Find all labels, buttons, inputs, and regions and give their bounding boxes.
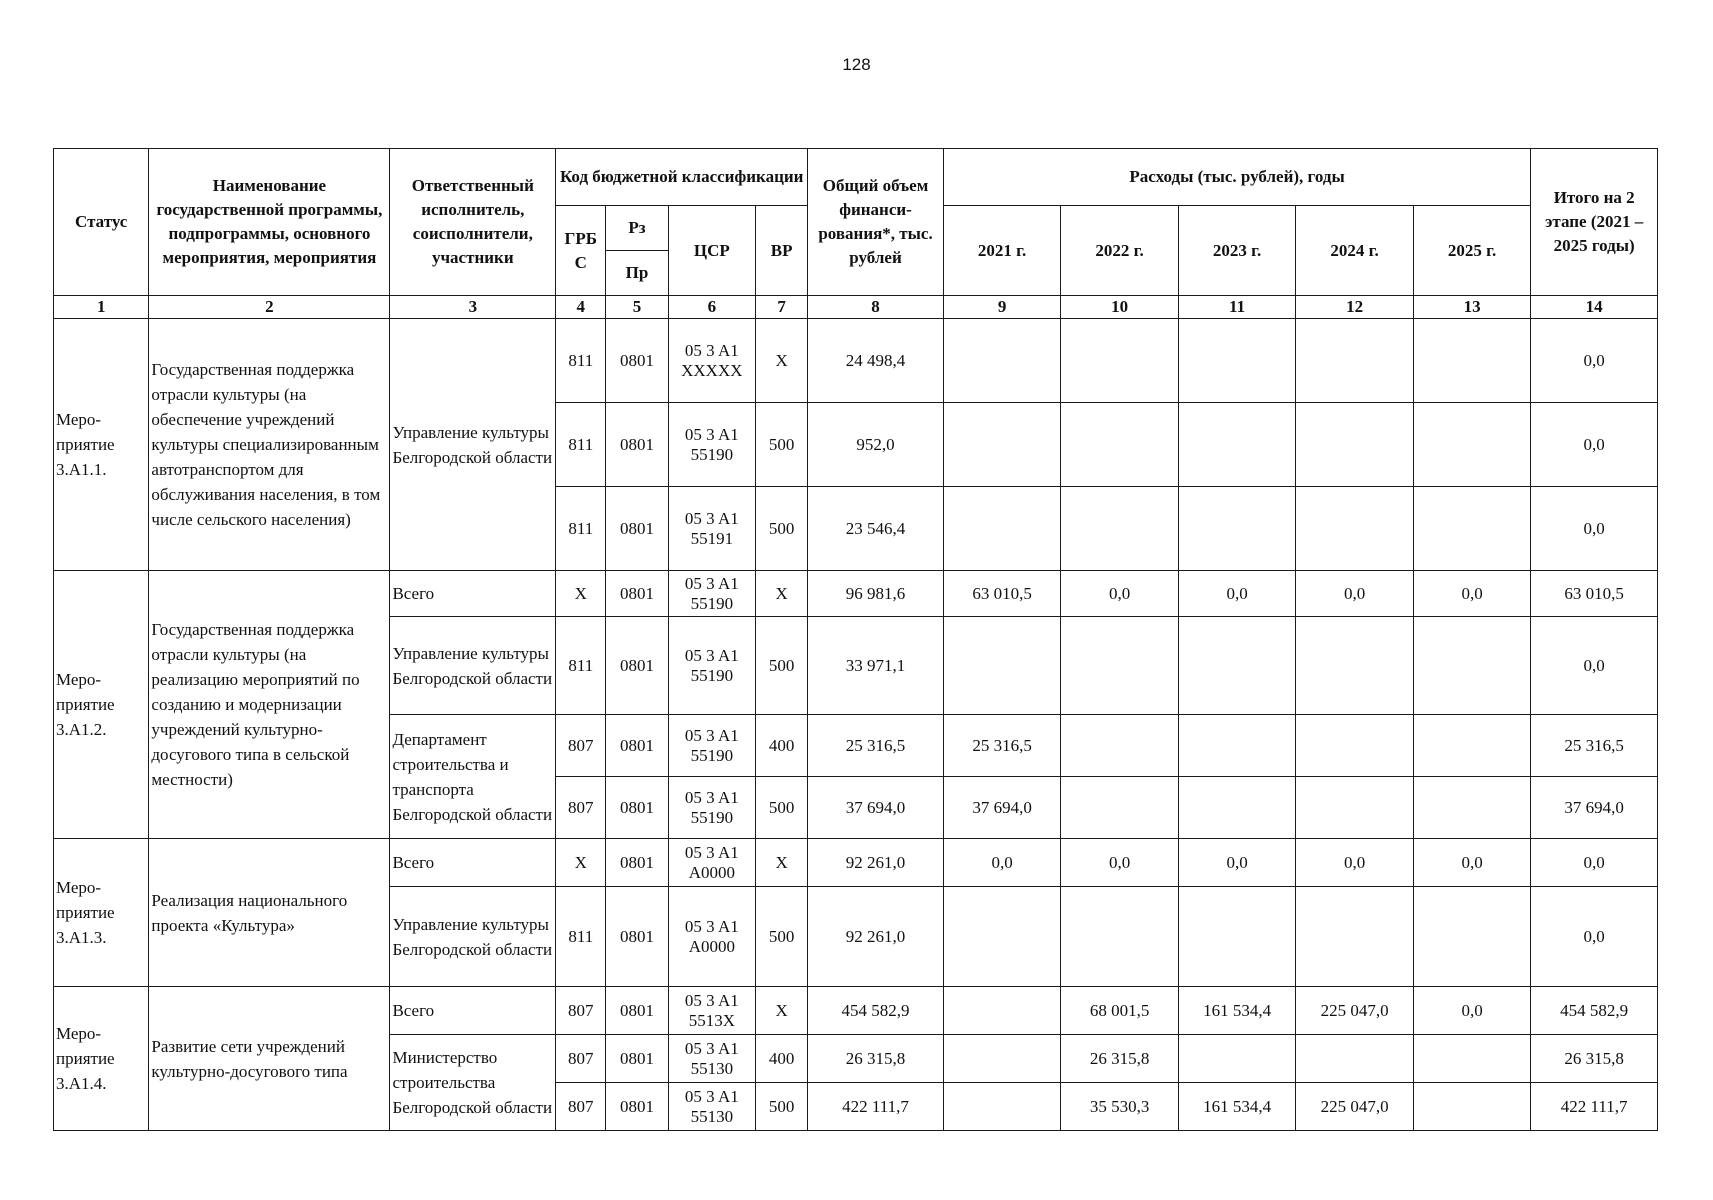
column-number: 14: [1531, 296, 1658, 319]
grbs-cell: 807: [556, 987, 606, 1035]
responsible-cell: Всего: [390, 987, 556, 1035]
csr-cell: 05 3 A1 5513X: [668, 987, 755, 1035]
y2023-cell: [1178, 1035, 1296, 1083]
responsible-cell: Всего: [390, 839, 556, 887]
csr-cell: 05 3 A1 XXXXX: [668, 319, 755, 403]
name-cell: Государственная поддержка отрасли культуры (на обеспечение учреждений культуры специализированным автотранспортом для обслуживания населения, в том числе сельского населения): [149, 319, 390, 571]
grbs-cell: 807: [556, 1035, 606, 1083]
stage-total-cell: 454 582,9: [1531, 987, 1658, 1035]
column-number: 3: [390, 296, 556, 319]
vr-cell: 400: [756, 715, 808, 777]
column-number: 8: [808, 296, 944, 319]
csr-cell: 05 3 A1 A0000: [668, 887, 755, 987]
header-name: Наименование государственной программы, подпрограммы, основного мероприятия, мероприятия: [149, 149, 390, 296]
y2023-cell: [1178, 887, 1296, 987]
total-cell: 422 111,7: [808, 1083, 944, 1131]
y2025-cell: [1413, 319, 1531, 403]
csr-cell: 05 3 A1 55190: [668, 403, 755, 487]
header-pr: Пр: [606, 251, 668, 296]
column-number: 9: [943, 296, 1061, 319]
total-cell: 33 971,1: [808, 617, 944, 715]
y2024-cell: [1296, 715, 1414, 777]
y2024-cell: [1296, 403, 1414, 487]
column-number: 12: [1296, 296, 1414, 319]
rz-cell: 0801: [606, 839, 668, 887]
rz-cell: 0801: [606, 487, 668, 571]
vr-cell: 500: [756, 617, 808, 715]
y2025-cell: 0,0: [1413, 571, 1531, 617]
rz-cell: 0801: [606, 777, 668, 839]
responsible-cell: Министерство строительства Белгородской области: [390, 1035, 556, 1131]
column-number: 13: [1413, 296, 1531, 319]
table-row: [54, 839, 1658, 887]
header-year-2025: 2025 г.: [1413, 206, 1531, 296]
stage-total-cell: 0,0: [1531, 319, 1658, 403]
y2022-cell: [1061, 487, 1179, 571]
column-number: 10: [1061, 296, 1179, 319]
total-cell: 25 316,5: [808, 715, 944, 777]
header-year-2021: 2021 г.: [943, 206, 1061, 296]
y2023-cell: [1178, 487, 1296, 571]
y2021-cell: 37 694,0: [943, 777, 1061, 839]
y2022-cell: [1061, 777, 1179, 839]
y2025-cell: [1413, 1035, 1531, 1083]
vr-cell: X: [756, 571, 808, 617]
y2022-cell: 0,0: [1061, 839, 1179, 887]
grbs-cell: 811: [556, 617, 606, 715]
y2021-cell: [943, 1083, 1061, 1131]
stage-total-cell: 25 316,5: [1531, 715, 1658, 777]
rz-cell: 0801: [606, 1083, 668, 1131]
responsible-cell: Управление культуры Белгородской области: [390, 617, 556, 715]
vr-cell: X: [756, 839, 808, 887]
y2021-cell: [943, 487, 1061, 571]
y2023-cell: [1178, 319, 1296, 403]
y2021-cell: 25 316,5: [943, 715, 1061, 777]
rz-cell: 0801: [606, 617, 668, 715]
stage-total-cell: 26 315,8: [1531, 1035, 1658, 1083]
total-cell: 23 546,4: [808, 487, 944, 571]
total-cell: 952,0: [808, 403, 944, 487]
column-number: 11: [1178, 296, 1296, 319]
stage-total-cell: 0,0: [1531, 839, 1658, 887]
grbs-cell: 811: [556, 887, 606, 987]
y2025-cell: [1413, 777, 1531, 839]
y2025-cell: [1413, 887, 1531, 987]
y2022-cell: 68 001,5: [1061, 987, 1179, 1035]
y2022-cell: [1061, 887, 1179, 987]
total-cell: 24 498,4: [808, 319, 944, 403]
csr-cell: 05 3 A1 55190: [668, 715, 755, 777]
grbs-cell: 807: [556, 1083, 606, 1131]
responsible-cell: Департамент строительства и транспорта Белгородской области: [390, 715, 556, 839]
y2023-cell: [1178, 777, 1296, 839]
column-number: 6: [668, 296, 755, 319]
rz-cell: 0801: [606, 987, 668, 1035]
header-expenses: Расходы (тыс. рублей), годы: [943, 149, 1531, 206]
stage-total-cell: 63 010,5: [1531, 571, 1658, 617]
responsible-cell: Управление культуры Белгородской области: [390, 887, 556, 987]
y2025-cell: [1413, 487, 1531, 571]
grbs-cell: 807: [556, 777, 606, 839]
column-number: 7: [756, 296, 808, 319]
budget-table: [53, 148, 1658, 1131]
y2024-cell: [1296, 1035, 1414, 1083]
table-row: [54, 571, 1658, 617]
y2022-cell: 35 530,3: [1061, 1083, 1179, 1131]
grbs-cell: 811: [556, 403, 606, 487]
name-cell: Развитие сети учреждений культурно-досугового типа: [149, 987, 390, 1131]
y2021-cell: [943, 987, 1061, 1035]
rz-cell: 0801: [606, 319, 668, 403]
vr-cell: 500: [756, 403, 808, 487]
y2022-cell: [1061, 715, 1179, 777]
y2024-cell: 225 047,0: [1296, 1083, 1414, 1131]
csr-cell: 05 3 A1 A0000: [668, 839, 755, 887]
table-row: [54, 987, 1658, 1035]
csr-cell: 05 3 A1 55190: [668, 777, 755, 839]
status-cell: Меро-приятие 3.А1.3.: [54, 839, 149, 987]
vr-cell: 500: [756, 777, 808, 839]
column-number: 4: [556, 296, 606, 319]
y2021-cell: [943, 1035, 1061, 1083]
stage-total-cell: 0,0: [1531, 887, 1658, 987]
grbs-cell: 811: [556, 487, 606, 571]
vr-cell: X: [756, 987, 808, 1035]
header-responsible: Ответственный исполнитель, соисполнители, участники: [390, 149, 556, 296]
header-vr: ВР: [756, 206, 808, 296]
table-row: [54, 319, 1658, 403]
header-stage-total: Итого на 2 этапе (2021 – 2025 годы): [1531, 149, 1658, 296]
header-year-2024: 2024 г.: [1296, 206, 1414, 296]
csr-cell: 05 3 A1 55130: [668, 1083, 755, 1131]
y2025-cell: [1413, 403, 1531, 487]
name-cell: Реализация национального проекта «Культура»: [149, 839, 390, 987]
y2022-cell: [1061, 617, 1179, 715]
y2025-cell: [1413, 715, 1531, 777]
column-number: 1: [54, 296, 149, 319]
y2022-cell: [1061, 319, 1179, 403]
rz-cell: 0801: [606, 1035, 668, 1083]
y2021-cell: 63 010,5: [943, 571, 1061, 617]
y2024-cell: 0,0: [1296, 839, 1414, 887]
y2024-cell: [1296, 487, 1414, 571]
y2021-cell: [943, 887, 1061, 987]
total-cell: 454 582,9: [808, 987, 944, 1035]
header-grbs: ГРБ С: [556, 206, 606, 296]
total-cell: 37 694,0: [808, 777, 944, 839]
y2021-cell: [943, 617, 1061, 715]
y2023-cell: 161 534,4: [1178, 987, 1296, 1035]
y2024-cell: 0,0: [1296, 571, 1414, 617]
responsible-cell: Всего: [390, 571, 556, 617]
y2025-cell: 0,0: [1413, 987, 1531, 1035]
grbs-cell: 807: [556, 715, 606, 777]
stage-total-cell: 422 111,7: [1531, 1083, 1658, 1131]
grbs-cell: 811: [556, 319, 606, 403]
vr-cell: 500: [756, 1083, 808, 1131]
vr-cell: 500: [756, 887, 808, 987]
y2024-cell: [1296, 777, 1414, 839]
grbs-cell: X: [556, 839, 606, 887]
column-number: 5: [606, 296, 668, 319]
y2023-cell: 0,0: [1178, 571, 1296, 617]
rz-cell: 0801: [606, 403, 668, 487]
y2021-cell: 0,0: [943, 839, 1061, 887]
stage-total-cell: 0,0: [1531, 403, 1658, 487]
status-cell: Меро-приятие 3.А1.1.: [54, 319, 149, 571]
y2023-cell: [1178, 617, 1296, 715]
header-rz: Рз: [606, 206, 668, 251]
grbs-cell: X: [556, 571, 606, 617]
y2024-cell: [1296, 319, 1414, 403]
vr-cell: 500: [756, 487, 808, 571]
header-year-2023: 2023 г.: [1178, 206, 1296, 296]
status-cell: Меро-приятие 3.А1.4.: [54, 987, 149, 1131]
header-status: Статус: [54, 149, 149, 296]
y2023-cell: [1178, 403, 1296, 487]
column-number: 2: [149, 296, 390, 319]
header-csr: ЦСР: [668, 206, 755, 296]
total-cell: 92 261,0: [808, 887, 944, 987]
header-year-2022: 2022 г.: [1061, 206, 1179, 296]
y2025-cell: [1413, 617, 1531, 715]
csr-cell: 05 3 A1 55191: [668, 487, 755, 571]
y2024-cell: 225 047,0: [1296, 987, 1414, 1035]
y2021-cell: [943, 319, 1061, 403]
responsible-cell: Управление культуры Белгородской области: [390, 319, 556, 571]
total-cell: 92 261,0: [808, 839, 944, 887]
column-number-row: [54, 296, 1658, 319]
vr-cell: X: [756, 319, 808, 403]
rz-cell: 0801: [606, 887, 668, 987]
header-budget-code: Код бюджетной классификации: [556, 149, 808, 206]
status-cell: Меро-приятие 3.А1.2.: [54, 571, 149, 839]
name-cell: Государственная поддержка отрасли культуры (на реализацию мероприятий по созданию и модернизации учреждений культурно-досугового типа в сельской местности): [149, 571, 390, 839]
y2023-cell: 0,0: [1178, 839, 1296, 887]
y2023-cell: 161 534,4: [1178, 1083, 1296, 1131]
page-number: 128: [842, 55, 871, 74]
y2022-cell: 26 315,8: [1061, 1035, 1179, 1083]
y2022-cell: 0,0: [1061, 571, 1179, 617]
csr-cell: 05 3 A1 55130: [668, 1035, 755, 1083]
y2024-cell: [1296, 887, 1414, 987]
csr-cell: 05 3 A1 55190: [668, 571, 755, 617]
vr-cell: 400: [756, 1035, 808, 1083]
header-total-volume: Общий объем финанси-рования*, тыс. рублей: [808, 149, 944, 296]
stage-total-cell: 37 694,0: [1531, 777, 1658, 839]
y2024-cell: [1296, 617, 1414, 715]
y2021-cell: [943, 403, 1061, 487]
y2025-cell: [1413, 1083, 1531, 1131]
csr-cell: 05 3 A1 55190: [668, 617, 755, 715]
total-cell: 96 981,6: [808, 571, 944, 617]
rz-cell: 0801: [606, 715, 668, 777]
y2025-cell: 0,0: [1413, 839, 1531, 887]
stage-total-cell: 0,0: [1531, 487, 1658, 571]
y2022-cell: [1061, 403, 1179, 487]
rz-cell: 0801: [606, 571, 668, 617]
total-cell: 26 315,8: [808, 1035, 944, 1083]
y2023-cell: [1178, 715, 1296, 777]
stage-total-cell: 0,0: [1531, 617, 1658, 715]
